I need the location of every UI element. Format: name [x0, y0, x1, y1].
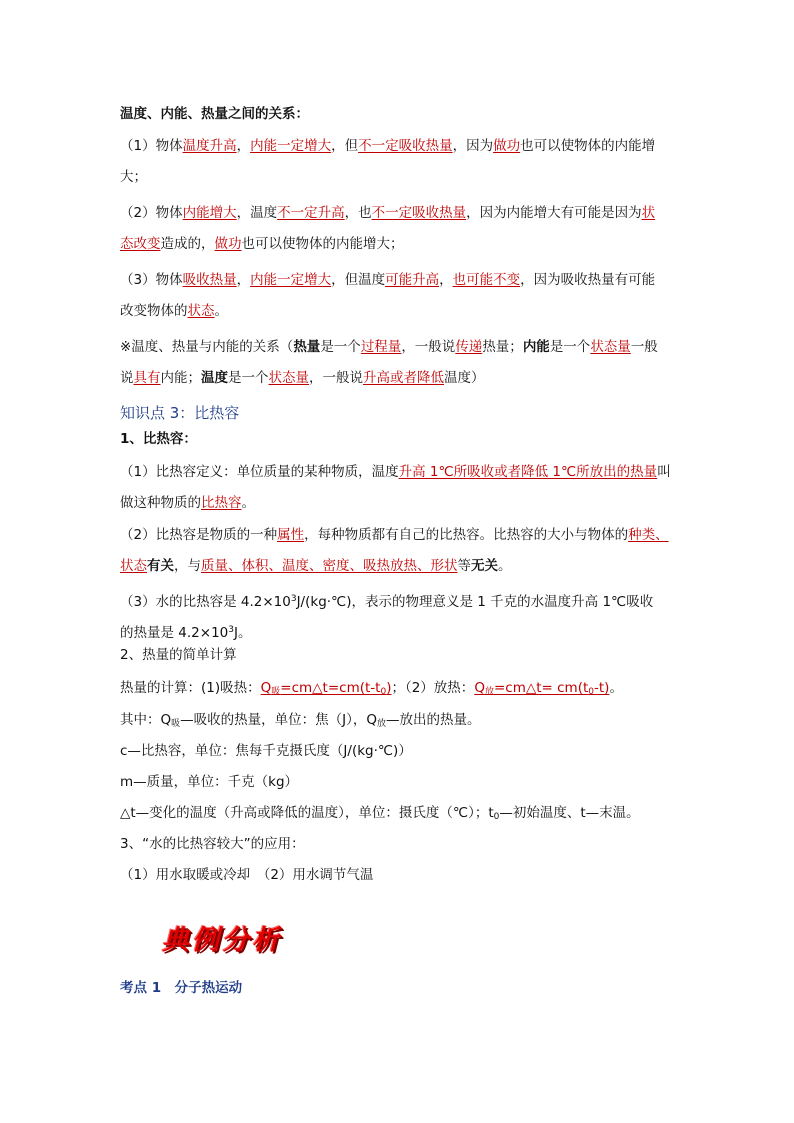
heat-calculation-formula: 热量的计算：(1)吸热：$Q_吸=cm\triangle t=cm(t-t_0)$；（2）放热：$Q_放=cm\triangle t= cm(t_0-t)$。: [120, 680, 623, 697]
example-analysis-banner: [162, 918, 284, 958]
formula-explanation-c: c—比热容，单位：焦每千克摄氏度（J/(kg·℃)）: [120, 743, 412, 759]
note-line-1: ※温度、热量与内能的关系（热量是一个过程量，一般说传递热量；内能是一个状态量一般: [120, 339, 658, 355]
relation-3-line-1: （3）物体吸收热量，内能一定增大，但温度可能升高，也可能不变，因为吸收热量有可能: [120, 272, 656, 288]
formula-explanation-q: 其中：$Q_吸—$吸收的热量，单位：焦（J），$Q_放—$放出的热量。: [120, 712, 481, 729]
section-3-title: 3、“水的比热容较大”的应用：: [120, 836, 305, 852]
water-specific-heat-line-1: （3）水的比热容是 $4.2\times 10^3J/(kg\cdot℃)$，表示的物理意义是 1 千克的水温度升高 1℃吸收: [120, 594, 654, 610]
applications-line: （1）用水取暖或冷却 （2）用水调节气温: [120, 867, 374, 883]
specific-heat-property-line-2: 状态有关，与质量、体积、温度、密度、吸热放热、形状等无关。: [120, 558, 512, 574]
specific-heat-definition-line-1: （1）比热容定义：单位质量的某种物质，温度升高 1℃所吸收或者降低 1℃所放出的热量叫: [120, 464, 671, 480]
specific-heat-property-line-1: （2）比热容是物质的一种属性，每种物质都有自己的比热容。比热容的大小与物体的种类、: [120, 527, 669, 543]
relation-1-line-1: （1）物体温度升高，内能一定增大，但不一定吸收热量，因为做功也可以使物体的内能增: [120, 138, 656, 154]
relation-2-line-2: 态改变造成的，做功也可以使物体的内能增大；: [120, 236, 404, 252]
relation-1-line-2: 大；: [120, 169, 147, 185]
relation-3-line-2: 改变物体的状态。: [120, 303, 228, 319]
heading-relation: 温度、内能、热量之间的关系：: [120, 106, 309, 122]
section-1-title: 1、比热容：: [120, 431, 197, 447]
knowledge-point-3-title: 知识点 3：比热容: [120, 404, 240, 422]
formula-explanation-dt: △t—变化的温度（升高或降低的温度），单位：摄氏度（℃）；$t_0—$初始温度、t—末温。: [120, 805, 640, 822]
banner-text: 典例分析: [162, 925, 282, 956]
water-specific-heat-line-2: 的热量是 $4.2\times 10^3J$。: [120, 625, 252, 641]
specific-heat-definition-line-2: 做这种物质的比热容。: [120, 495, 255, 511]
test-point-1-title: 考点 1 分子热运动: [120, 980, 243, 996]
relation-2-line-1: （2）物体内能增大，温度不一定升高，也不一定吸收热量，因为内能增大有可能是因为状: [120, 205, 656, 221]
section-2-title: 2、热量的简单计算: [120, 647, 237, 663]
note-line-2: 说具有内能；温度是一个状态量，一般说升高或者降低温度）: [120, 370, 485, 386]
formula-explanation-m: m—质量，单位：千克（kg）: [120, 774, 299, 790]
